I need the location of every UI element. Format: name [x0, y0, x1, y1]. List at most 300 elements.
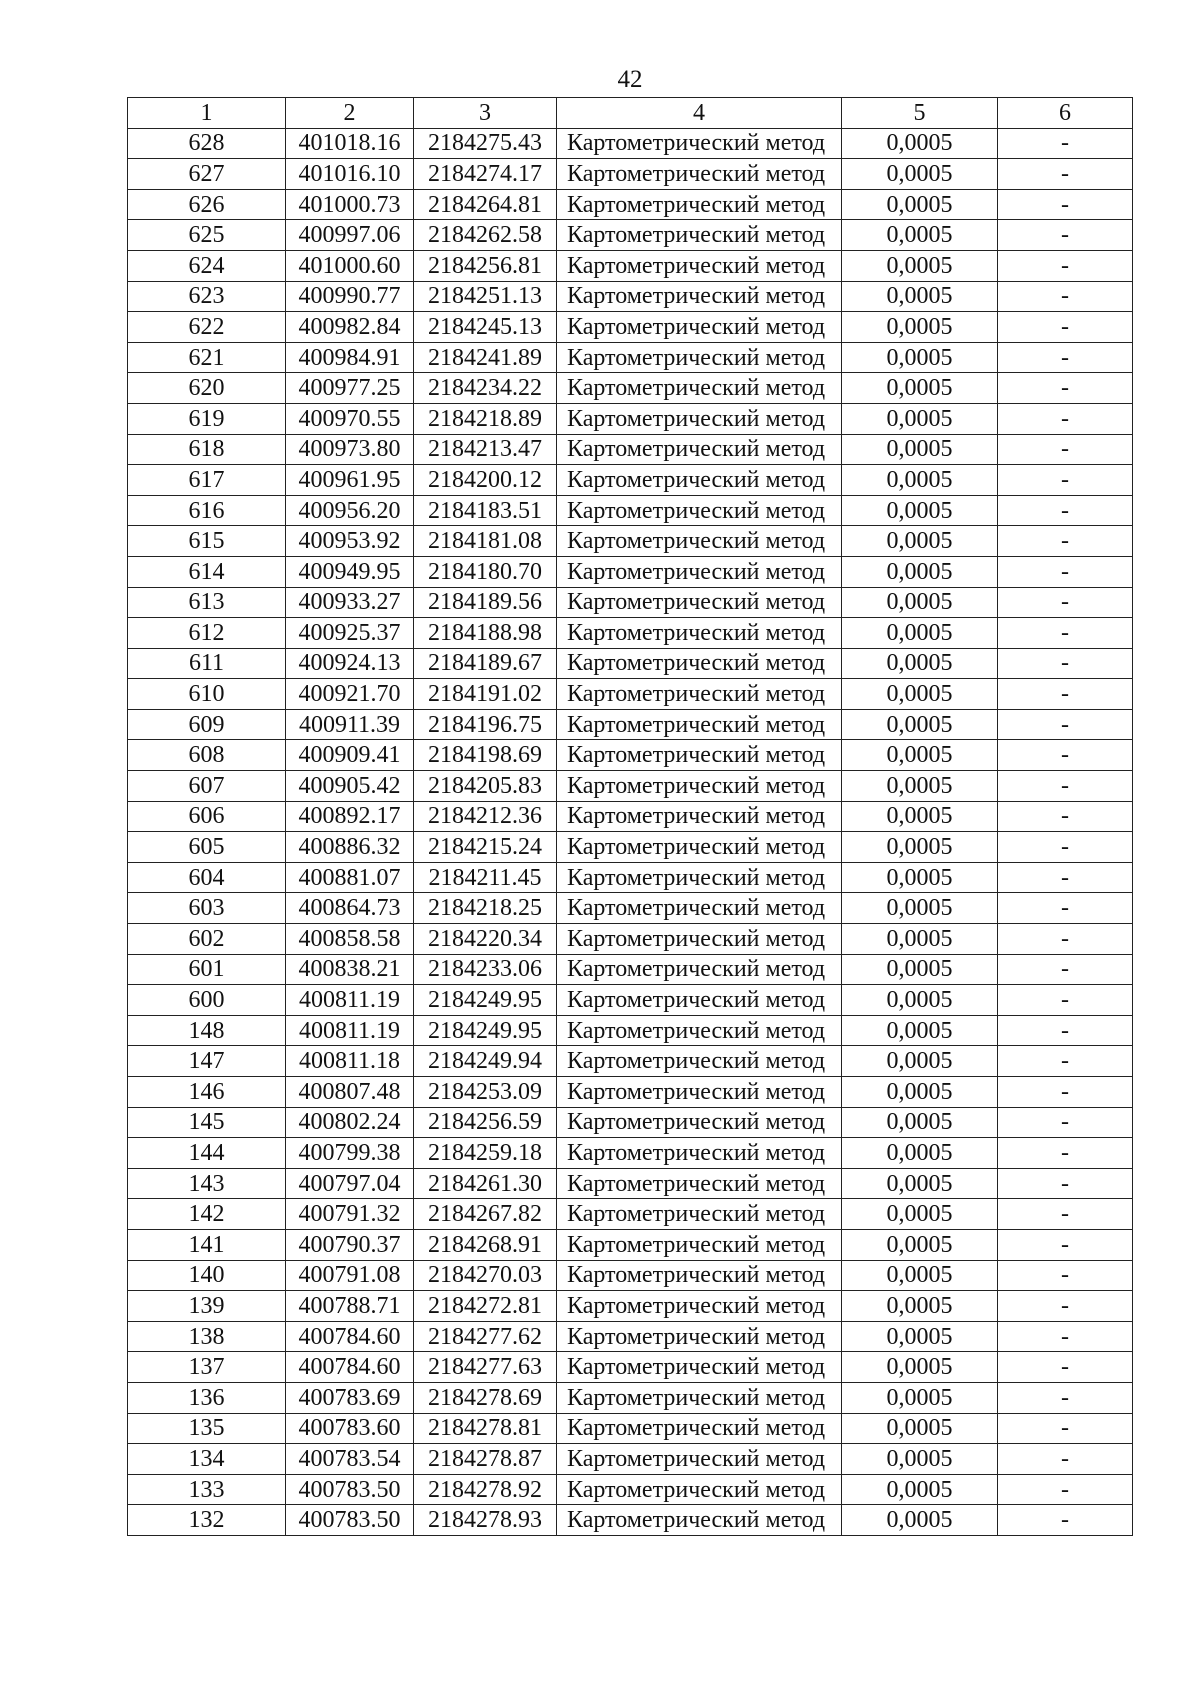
x-coordinate-cell: 400797.04	[286, 1168, 414, 1199]
y-coordinate-cell: 2184211.45	[414, 862, 557, 893]
method-cell: Картометрический метод	[557, 1229, 842, 1260]
method-cell: Картометрический метод	[557, 771, 842, 802]
method-cell: Картометрический метод	[557, 1199, 842, 1230]
note-cell: -	[998, 526, 1133, 557]
method-cell: Картометрический метод	[557, 893, 842, 924]
accuracy-cell: 0,0005	[842, 1382, 998, 1413]
accuracy-cell: 0,0005	[842, 1138, 998, 1169]
method-cell: Картометрический метод	[557, 159, 842, 190]
note-cell: -	[998, 403, 1133, 434]
accuracy-cell: 0,0005	[842, 1168, 998, 1199]
note-cell: -	[998, 954, 1133, 985]
table-row	[128, 556, 1133, 587]
x-coordinate-cell: 400799.38	[286, 1138, 414, 1169]
table-row	[128, 1077, 1133, 1108]
accuracy-cell: 0,0005	[842, 862, 998, 893]
note-cell: -	[998, 862, 1133, 893]
accuracy-cell: 0,0005	[842, 587, 998, 618]
x-coordinate-cell: 400977.25	[286, 373, 414, 404]
table-row	[128, 801, 1133, 832]
method-cell: Картометрический метод	[557, 342, 842, 373]
y-coordinate-cell: 2184183.51	[414, 495, 557, 526]
point-number-cell: 625	[128, 220, 286, 251]
x-coordinate-cell: 400783.60	[286, 1413, 414, 1444]
point-number-cell: 615	[128, 526, 286, 557]
method-cell: Картометрический метод	[557, 1077, 842, 1108]
point-number-cell: 607	[128, 771, 286, 802]
table-row	[128, 189, 1133, 220]
note-cell: -	[998, 740, 1133, 771]
accuracy-cell: 0,0005	[842, 1505, 998, 1536]
y-coordinate-cell: 2184198.69	[414, 740, 557, 771]
point-number-cell: 617	[128, 465, 286, 496]
note-cell: -	[998, 1168, 1133, 1199]
y-coordinate-cell: 2184264.81	[414, 189, 557, 220]
header-cell: 3	[414, 98, 557, 129]
point-number-cell: 136	[128, 1382, 286, 1413]
accuracy-cell: 0,0005	[842, 526, 998, 557]
y-coordinate-cell: 2184261.30	[414, 1168, 557, 1199]
table-row	[128, 771, 1133, 802]
x-coordinate-cell: 400911.39	[286, 709, 414, 740]
method-cell: Картометрический метод	[557, 1413, 842, 1444]
point-number-cell: 603	[128, 893, 286, 924]
y-coordinate-cell: 2184270.03	[414, 1260, 557, 1291]
x-coordinate-cell: 400961.95	[286, 465, 414, 496]
method-cell: Картометрический метод	[557, 312, 842, 343]
y-coordinate-cell: 2184277.63	[414, 1352, 557, 1383]
note-cell: -	[998, 985, 1133, 1016]
note-cell: -	[998, 1015, 1133, 1046]
x-coordinate-cell: 400807.48	[286, 1077, 414, 1108]
note-cell: -	[998, 159, 1133, 190]
table-row	[128, 281, 1133, 312]
table-row	[128, 403, 1133, 434]
point-number-cell: 142	[128, 1199, 286, 1230]
y-coordinate-cell: 2184256.59	[414, 1107, 557, 1138]
method-cell: Картометрический метод	[557, 556, 842, 587]
y-coordinate-cell: 2184245.13	[414, 312, 557, 343]
y-coordinate-cell: 2184275.43	[414, 128, 557, 159]
x-coordinate-cell: 400783.69	[286, 1382, 414, 1413]
y-coordinate-cell: 2184249.94	[414, 1046, 557, 1077]
table-row	[128, 1229, 1133, 1260]
note-cell: -	[998, 1107, 1133, 1138]
x-coordinate-cell: 400973.80	[286, 434, 414, 465]
method-cell: Картометрический метод	[557, 924, 842, 955]
header-cell: 5	[842, 98, 998, 129]
table-row	[128, 1444, 1133, 1475]
x-coordinate-cell: 401018.16	[286, 128, 414, 159]
note-cell: -	[998, 1505, 1133, 1536]
note-cell: -	[998, 1138, 1133, 1169]
x-coordinate-cell: 400783.50	[286, 1474, 414, 1505]
note-cell: -	[998, 1229, 1133, 1260]
x-coordinate-cell: 400997.06	[286, 220, 414, 251]
y-coordinate-cell: 2184278.69	[414, 1382, 557, 1413]
x-coordinate-cell: 400886.32	[286, 832, 414, 863]
table-row	[128, 1321, 1133, 1352]
method-cell: Картометрический метод	[557, 618, 842, 649]
x-coordinate-cell: 401000.60	[286, 250, 414, 281]
method-cell: Картометрический метод	[557, 709, 842, 740]
point-number-cell: 133	[128, 1474, 286, 1505]
x-coordinate-cell: 400788.71	[286, 1291, 414, 1322]
point-number-cell: 138	[128, 1321, 286, 1352]
note-cell: -	[998, 281, 1133, 312]
y-coordinate-cell: 2184181.08	[414, 526, 557, 557]
y-coordinate-cell: 2184189.67	[414, 648, 557, 679]
point-number-cell: 141	[128, 1229, 286, 1260]
y-coordinate-cell: 2184234.22	[414, 373, 557, 404]
note-cell: -	[998, 128, 1133, 159]
y-coordinate-cell: 2184220.34	[414, 924, 557, 955]
method-cell: Картометрический метод	[557, 1291, 842, 1322]
point-number-cell: 622	[128, 312, 286, 343]
accuracy-cell: 0,0005	[842, 1077, 998, 1108]
y-coordinate-cell: 2184191.02	[414, 679, 557, 710]
note-cell: -	[998, 1077, 1133, 1108]
x-coordinate-cell: 400949.95	[286, 556, 414, 587]
x-coordinate-cell: 400921.70	[286, 679, 414, 710]
note-cell: -	[998, 771, 1133, 802]
method-cell: Картометрический метод	[557, 985, 842, 1016]
accuracy-cell: 0,0005	[842, 954, 998, 985]
y-coordinate-cell: 2184253.09	[414, 1077, 557, 1108]
note-cell: -	[998, 618, 1133, 649]
accuracy-cell: 0,0005	[842, 832, 998, 863]
method-cell: Картометрический метод	[557, 1352, 842, 1383]
table-row	[128, 128, 1133, 159]
note-cell: -	[998, 1046, 1133, 1077]
point-number-cell: 613	[128, 587, 286, 618]
note-cell: -	[998, 1199, 1133, 1230]
method-cell: Картометрический метод	[557, 1107, 842, 1138]
table-row	[128, 648, 1133, 679]
y-coordinate-cell: 2184188.98	[414, 618, 557, 649]
method-cell: Картометрический метод	[557, 281, 842, 312]
header-cell: 1	[128, 98, 286, 129]
method-cell: Картометрический метод	[557, 587, 842, 618]
x-coordinate-cell: 400982.84	[286, 312, 414, 343]
accuracy-cell: 0,0005	[842, 220, 998, 251]
table-row	[128, 373, 1133, 404]
method-cell: Картометрический метод	[557, 648, 842, 679]
note-cell: -	[998, 189, 1133, 220]
table-row	[128, 832, 1133, 863]
point-number-cell: 139	[128, 1291, 286, 1322]
x-coordinate-cell: 400864.73	[286, 893, 414, 924]
accuracy-cell: 0,0005	[842, 495, 998, 526]
accuracy-cell: 0,0005	[842, 1444, 998, 1475]
point-number-cell: 627	[128, 159, 286, 190]
x-coordinate-cell: 400783.50	[286, 1505, 414, 1536]
method-cell: Картометрический метод	[557, 1474, 842, 1505]
y-coordinate-cell: 2184215.24	[414, 832, 557, 863]
y-coordinate-cell: 2184259.18	[414, 1138, 557, 1169]
y-coordinate-cell: 2184249.95	[414, 985, 557, 1016]
table-header-row	[128, 98, 1133, 129]
note-cell: -	[998, 924, 1133, 955]
y-coordinate-cell: 2184277.62	[414, 1321, 557, 1352]
note-cell: -	[998, 1352, 1133, 1383]
table-row	[128, 342, 1133, 373]
table-row	[128, 220, 1133, 251]
y-coordinate-cell: 2184218.89	[414, 403, 557, 434]
page-number: 42	[617, 66, 643, 93]
note-cell: -	[998, 1382, 1133, 1413]
method-cell: Картометрический метод	[557, 862, 842, 893]
x-coordinate-cell: 400791.32	[286, 1199, 414, 1230]
table-row	[128, 465, 1133, 496]
note-cell: -	[998, 1291, 1133, 1322]
x-coordinate-cell: 400790.37	[286, 1229, 414, 1260]
accuracy-cell: 0,0005	[842, 465, 998, 496]
table-body	[128, 98, 1133, 1536]
y-coordinate-cell: 2184196.75	[414, 709, 557, 740]
table-row	[128, 159, 1133, 190]
method-cell: Картометрический метод	[557, 1138, 842, 1169]
table-row	[128, 1505, 1133, 1536]
x-coordinate-cell: 401000.73	[286, 189, 414, 220]
point-number-cell: 134	[128, 1444, 286, 1475]
x-coordinate-cell: 401016.10	[286, 159, 414, 190]
accuracy-cell: 0,0005	[842, 1107, 998, 1138]
point-number-cell: 620	[128, 373, 286, 404]
method-cell: Картометрический метод	[557, 495, 842, 526]
y-coordinate-cell: 2184278.92	[414, 1474, 557, 1505]
note-cell: -	[998, 220, 1133, 251]
method-cell: Картометрический метод	[557, 832, 842, 863]
accuracy-cell: 0,0005	[842, 771, 998, 802]
point-number-cell: 132	[128, 1505, 286, 1536]
table-row	[128, 1474, 1133, 1505]
x-coordinate-cell: 400924.13	[286, 648, 414, 679]
table-row	[128, 618, 1133, 649]
method-cell: Картометрический метод	[557, 189, 842, 220]
point-number-cell: 606	[128, 801, 286, 832]
table-row	[128, 526, 1133, 557]
y-coordinate-cell: 2184272.81	[414, 1291, 557, 1322]
point-number-cell: 146	[128, 1077, 286, 1108]
note-cell: -	[998, 801, 1133, 832]
table-row	[128, 434, 1133, 465]
y-coordinate-cell: 2184249.95	[414, 1015, 557, 1046]
y-coordinate-cell: 2184212.36	[414, 801, 557, 832]
note-cell: -	[998, 1444, 1133, 1475]
method-cell: Картометрический метод	[557, 434, 842, 465]
note-cell: -	[998, 495, 1133, 526]
accuracy-cell: 0,0005	[842, 648, 998, 679]
accuracy-cell: 0,0005	[842, 556, 998, 587]
x-coordinate-cell: 400956.20	[286, 495, 414, 526]
y-coordinate-cell: 2184251.13	[414, 281, 557, 312]
note-cell: -	[998, 1474, 1133, 1505]
y-coordinate-cell: 2184200.12	[414, 465, 557, 496]
x-coordinate-cell: 400881.07	[286, 862, 414, 893]
point-number-cell: 605	[128, 832, 286, 863]
point-number-cell: 624	[128, 250, 286, 281]
table-row	[128, 679, 1133, 710]
note-cell: -	[998, 250, 1133, 281]
table-row	[128, 709, 1133, 740]
accuracy-cell: 0,0005	[842, 679, 998, 710]
header-cell: 4	[557, 98, 842, 129]
method-cell: Картометрический метод	[557, 679, 842, 710]
accuracy-cell: 0,0005	[842, 403, 998, 434]
x-coordinate-cell: 400984.91	[286, 342, 414, 373]
method-cell: Картометрический метод	[557, 1505, 842, 1536]
accuracy-cell: 0,0005	[842, 1352, 998, 1383]
point-number-cell: 611	[128, 648, 286, 679]
table-row	[128, 312, 1133, 343]
point-number-cell: 145	[128, 1107, 286, 1138]
point-number-cell: 619	[128, 403, 286, 434]
x-coordinate-cell: 400783.54	[286, 1444, 414, 1475]
table-row	[128, 495, 1133, 526]
method-cell: Картометрический метод	[557, 954, 842, 985]
header-cell: 2	[286, 98, 414, 129]
y-coordinate-cell: 2184262.58	[414, 220, 557, 251]
x-coordinate-cell: 400811.19	[286, 985, 414, 1016]
accuracy-cell: 0,0005	[842, 281, 998, 312]
y-coordinate-cell: 2184267.82	[414, 1199, 557, 1230]
accuracy-cell: 0,0005	[842, 128, 998, 159]
accuracy-cell: 0,0005	[842, 709, 998, 740]
point-number-cell: 148	[128, 1015, 286, 1046]
note-cell: -	[998, 709, 1133, 740]
y-coordinate-cell: 2184256.81	[414, 250, 557, 281]
note-cell: -	[998, 893, 1133, 924]
table-row	[128, 985, 1133, 1016]
note-cell: -	[998, 648, 1133, 679]
table-row	[128, 1046, 1133, 1077]
accuracy-cell: 0,0005	[842, 1321, 998, 1352]
accuracy-cell: 0,0005	[842, 159, 998, 190]
note-cell: -	[998, 679, 1133, 710]
note-cell: -	[998, 587, 1133, 618]
point-number-cell: 609	[128, 709, 286, 740]
table-row	[128, 924, 1133, 955]
y-coordinate-cell: 2184205.83	[414, 771, 557, 802]
accuracy-cell: 0,0005	[842, 342, 998, 373]
accuracy-cell: 0,0005	[842, 893, 998, 924]
table-row	[128, 1199, 1133, 1230]
table-row	[128, 1352, 1133, 1383]
table-row	[128, 893, 1133, 924]
note-cell: -	[998, 832, 1133, 863]
coordinates-table	[127, 97, 1133, 1536]
x-coordinate-cell: 400933.27	[286, 587, 414, 618]
method-cell: Картометрический метод	[557, 526, 842, 557]
accuracy-cell: 0,0005	[842, 1199, 998, 1230]
method-cell: Картометрический метод	[557, 801, 842, 832]
x-coordinate-cell: 400802.24	[286, 1107, 414, 1138]
x-coordinate-cell: 400905.42	[286, 771, 414, 802]
accuracy-cell: 0,0005	[842, 312, 998, 343]
accuracy-cell: 0,0005	[842, 1291, 998, 1322]
accuracy-cell: 0,0005	[842, 1015, 998, 1046]
y-coordinate-cell: 2184278.93	[414, 1505, 557, 1536]
accuracy-cell: 0,0005	[842, 1474, 998, 1505]
point-number-cell: 608	[128, 740, 286, 771]
point-number-cell: 601	[128, 954, 286, 985]
point-number-cell: 602	[128, 924, 286, 955]
point-number-cell: 604	[128, 862, 286, 893]
accuracy-cell: 0,0005	[842, 740, 998, 771]
table-row	[128, 1107, 1133, 1138]
table-row	[128, 1260, 1133, 1291]
point-number-cell: 614	[128, 556, 286, 587]
accuracy-cell: 0,0005	[842, 1413, 998, 1444]
y-coordinate-cell: 2184268.91	[414, 1229, 557, 1260]
note-cell: -	[998, 373, 1133, 404]
x-coordinate-cell: 400784.60	[286, 1352, 414, 1383]
point-number-cell: 144	[128, 1138, 286, 1169]
x-coordinate-cell: 400909.41	[286, 740, 414, 771]
table-row	[128, 1413, 1133, 1444]
table-row	[128, 1168, 1133, 1199]
accuracy-cell: 0,0005	[842, 1260, 998, 1291]
table-row	[128, 1138, 1133, 1169]
y-coordinate-cell: 2184218.25	[414, 893, 557, 924]
method-cell: Картометрический метод	[557, 128, 842, 159]
accuracy-cell: 0,0005	[842, 924, 998, 955]
table-row	[128, 1291, 1133, 1322]
table-row	[128, 587, 1133, 618]
method-cell: Картометрический метод	[557, 403, 842, 434]
table-row	[128, 1015, 1133, 1046]
accuracy-cell: 0,0005	[842, 434, 998, 465]
y-coordinate-cell: 2184241.89	[414, 342, 557, 373]
note-cell: -	[998, 1260, 1133, 1291]
y-coordinate-cell: 2184180.70	[414, 556, 557, 587]
note-cell: -	[998, 312, 1133, 343]
y-coordinate-cell: 2184233.06	[414, 954, 557, 985]
point-number-cell: 610	[128, 679, 286, 710]
table-row	[128, 862, 1133, 893]
note-cell: -	[998, 434, 1133, 465]
x-coordinate-cell: 400811.19	[286, 1015, 414, 1046]
y-coordinate-cell: 2184274.17	[414, 159, 557, 190]
header-cell: 6	[998, 98, 1133, 129]
point-number-cell: 600	[128, 985, 286, 1016]
accuracy-cell: 0,0005	[842, 1229, 998, 1260]
point-number-cell: 147	[128, 1046, 286, 1077]
method-cell: Картометрический метод	[557, 1321, 842, 1352]
note-cell: -	[998, 465, 1133, 496]
table-row	[128, 250, 1133, 281]
point-number-cell: 143	[128, 1168, 286, 1199]
method-cell: Картометрический метод	[557, 220, 842, 251]
y-coordinate-cell: 2184213.47	[414, 434, 557, 465]
point-number-cell: 628	[128, 128, 286, 159]
note-cell: -	[998, 556, 1133, 587]
table-row	[128, 954, 1133, 985]
note-cell: -	[998, 342, 1133, 373]
point-number-cell: 140	[128, 1260, 286, 1291]
note-cell: -	[998, 1413, 1133, 1444]
method-cell: Картометрический метод	[557, 1382, 842, 1413]
table-row	[128, 740, 1133, 771]
x-coordinate-cell: 400925.37	[286, 618, 414, 649]
x-coordinate-cell: 400791.08	[286, 1260, 414, 1291]
y-coordinate-cell: 2184278.81	[414, 1413, 557, 1444]
x-coordinate-cell: 400953.92	[286, 526, 414, 557]
method-cell: Картометрический метод	[557, 1168, 842, 1199]
point-number-cell: 626	[128, 189, 286, 220]
point-number-cell: 623	[128, 281, 286, 312]
